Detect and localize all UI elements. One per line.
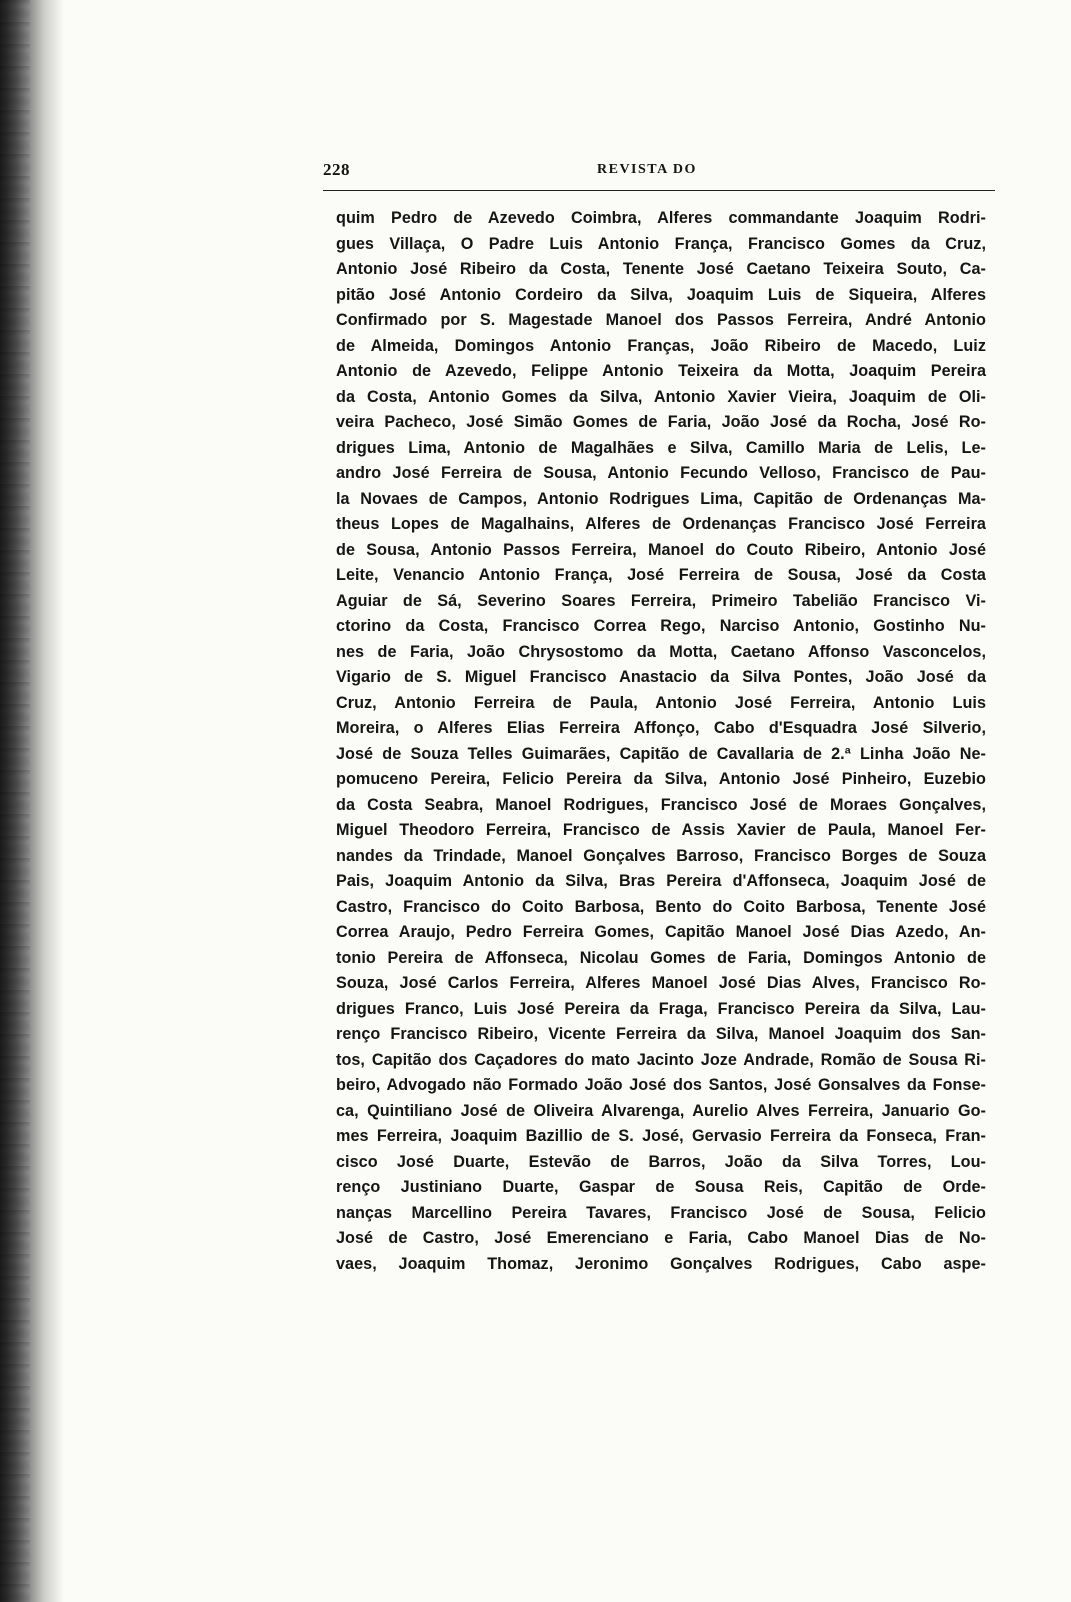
text-line: cisco José Duarte, Estevão de Barros, João da Silva Torres, Lou-	[336, 1152, 986, 1171]
text-line: de Sousa, Antonio Passos Ferreira, Manoel do Couto Ribeiro, Antonio José	[336, 540, 986, 559]
text-line: veira Pacheco, José Simão Gomes de Faria, João José da Rocha, José Ro-	[336, 413, 986, 431]
text-line: de Almeida, Domingos Antonio Franças, João Ribeiro de Macedo, Luiz	[336, 336, 986, 355]
body-text	[336, 206, 986, 1277]
text-line: Miguel Theodoro Ferreira, Francisco de Assis Xavier de Paula, Manoel Fer-	[336, 821, 986, 839]
text-line: mes Ferreira, Joaquim Bazillio de S. José, Gervasio Ferreira da Fonseca, Fran-	[336, 1127, 986, 1145]
text-line: renço Francisco Ribeiro, Vicente Ferreira da Silva, Manoel Joaquim dos San-	[336, 1025, 986, 1043]
text-line: andro José Ferreira de Sousa, Antonio Fecundo Velloso, Francisco de Pau-	[336, 464, 986, 482]
text-line: ctorino da Costa, Francisco Correa Rego, Narciso Antonio, Gostinho Nu-	[336, 617, 986, 635]
text-line: pomuceno Pereira, Felicio Pereira da Silva, Antonio José Pinheiro, Euzebio	[336, 770, 986, 788]
text-line: Castro, Francisco do Coito Barbosa, Bento do Coito Barbosa, Tenente José	[336, 897, 986, 916]
running-head	[323, 160, 995, 188]
text-line: nanças Marcellino Pereira Tavares, Francisco José de Sousa, Felicio	[336, 1203, 986, 1222]
text-line: pitão José Antonio Cordeiro da Silva, Joaquim Luis de Siqueira, Alferes	[336, 285, 986, 304]
text-line: Souza, José Carlos Ferreira, Alferes Manoel José Dias Alves, Francisco Ro-	[336, 974, 986, 992]
text-line: ca, Quintiliano José de Oliveira Alvarenga, Aurelio Alves Ferreira, Januario Go-	[336, 1101, 986, 1120]
text-line: Aguiar de Sá, Severino Soares Ferreira, Primeiro Tabelião Francisco Vi-	[336, 591, 986, 610]
page-number: 228	[323, 160, 350, 179]
header-rule	[323, 190, 995, 191]
text-line: da Costa, Antonio Gomes da Silva, Antonio Xavier Vieira, Joaquim de Oli-	[336, 387, 986, 406]
text-line: beiro, Advogado não Formado João José dos Santos, José Gonsalves da Fonse-	[336, 1076, 986, 1094]
text-line: José de Souza Telles Guimarães, Capitão de Cavallaria de 2.ª Linha João Ne-	[336, 744, 986, 763]
text-line: Correa Araujo, Pedro Ferreira Gomes, Capitão Manoel José Dias Azedo, An-	[336, 923, 986, 941]
running-title: REVISTA DO	[597, 162, 697, 177]
text-line: Cruz, Antonio Ferreira de Paula, Antonio José Ferreira, Antonio Luis	[336, 693, 986, 712]
text-line: drigues Lima, Antonio de Magalhães e Silva, Camillo Maria de Lelis, Le-	[336, 438, 986, 457]
text-line: nes de Faria, João Chrysostomo da Motta, Caetano Affonso Vasconcelos,	[336, 642, 986, 661]
text-line: José de Castro, José Emerenciano e Faria, Cabo Manoel Dias de No-	[336, 1229, 986, 1247]
text-line: Antonio de Azevedo, Felippe Antonio Teixeira da Motta, Joaquim Pereira	[336, 362, 986, 380]
text-line: Leite, Venancio Antonio França, José Ferreira de Sousa, José da Costa	[336, 566, 986, 584]
text-line: Confirmado por S. Magestade Manoel dos Passos Ferreira, André Antonio	[336, 311, 986, 329]
text-line: da Costa Seabra, Manoel Rodrigues, Francisco José de Moraes Gonçalves,	[336, 795, 986, 814]
text-line: Vigario de S. Miguel Francisco Anastacio da Silva Pontes, João José da	[336, 668, 986, 686]
text-line: quim Pedro de Azevedo Coimbra, Alferes commandante Joaquim Rodri-	[336, 209, 986, 227]
text-line: nandes da Trindade, Manoel Gonçalves Barroso, Francisco Borges de Souza	[336, 846, 986, 865]
text-line: la Novaes de Campos, Antonio Rodrigues Lima, Capitão de Ordenanças Ma-	[336, 489, 986, 508]
text-line: tos, Capitão dos Caçadores do mato Jacinto Joze Andrade, Romão de Sousa Ri-	[336, 1050, 986, 1069]
text-line: gues Villaça, O Padre Luis Antonio França, Francisco Gomes da Cruz,	[336, 234, 986, 253]
text-line: drigues Franco, Luis José Pereira da Fraga, Francisco Pereira da Silva, Lau-	[336, 999, 986, 1018]
text-line: Moreira, o Alferes Elias Ferreira Affonço, Cabo d'Esquadra José Silverio,	[336, 719, 986, 737]
text-line: renço Justiniano Duarte, Gaspar de Sousa Reis, Capitão de Orde-	[336, 1178, 986, 1196]
scan-binding-texture	[0, 0, 30, 1602]
text-line: vaes, Joaquim Thomaz, Jeronimo Gonçalves Rodrigues, Cabo aspe-	[336, 1254, 986, 1273]
text-line: theus Lopes de Magalhains, Alferes de Ordenanças Francisco José Ferreira	[336, 515, 986, 533]
text-line: Pais, Joaquim Antonio da Silva, Bras Pereira d'Affonseca, Joaquim José de	[336, 872, 986, 890]
text-line: tonio Pereira de Affonseca, Nicolau Gomes de Faria, Domingos Antonio de	[336, 948, 986, 967]
text-line: Antonio José Ribeiro da Costa, Tenente José Caetano Teixeira Souto, Ca-	[336, 260, 986, 278]
